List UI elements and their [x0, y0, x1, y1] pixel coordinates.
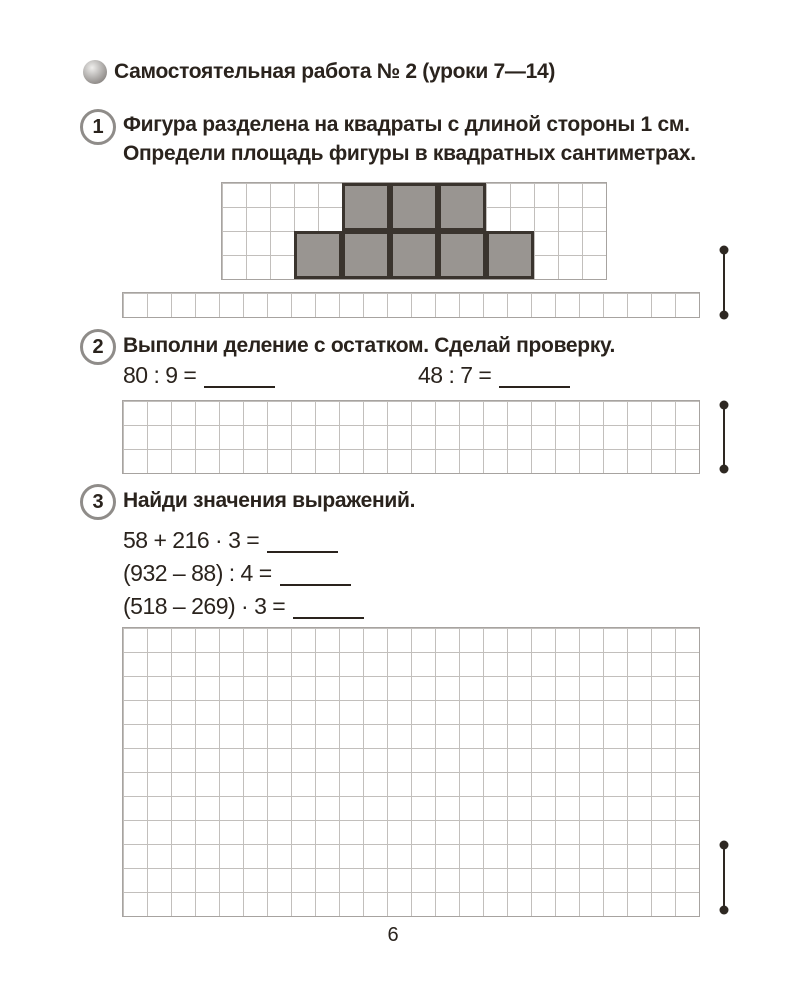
figure-shaded-square: [342, 183, 390, 231]
exercise-division-1-label: 80 : 9 =: [123, 362, 197, 388]
task-2-work-grid: [122, 400, 700, 474]
task-3-work-grid: [122, 627, 700, 917]
task-3-number: 3: [92, 490, 104, 513]
answer-blank: [267, 529, 338, 553]
section-bullet-icon: [83, 60, 107, 84]
figure-shaded-square: [438, 183, 486, 231]
exercise-expression-3: [123, 593, 364, 619]
exercise-expression-1: [123, 527, 338, 553]
task-2-number: 2: [92, 335, 104, 358]
task-1-answer-strip: [122, 292, 700, 318]
worksheet-title: Самостоятельная работа № 2 (уроки 7—14): [114, 60, 556, 83]
answer-blank: [280, 562, 351, 586]
exercise-expression-1-label: 58 + 216 · 3 =: [123, 527, 260, 553]
task-2-number-badge: [80, 329, 116, 365]
task-1-text-line-2: Определи площадь фигуры в квадратных сантиметрах.: [123, 142, 696, 165]
exercise-division-1: [123, 362, 275, 388]
figure-shaded-square: [294, 231, 342, 279]
margin-marker-3: [719, 840, 729, 915]
answer-blank: [293, 595, 364, 619]
figure-shaded-square: [390, 231, 438, 279]
margin-marker-1: [719, 245, 729, 320]
answer-blank: [204, 364, 275, 388]
exercise-division-2: [418, 362, 570, 388]
page-number: 6: [387, 924, 399, 946]
exercise-division-2-label: 48 : 7 =: [418, 362, 492, 388]
figure-shaded-square: [342, 231, 390, 279]
figure-shaded-square: [486, 231, 534, 279]
margin-marker-2: [719, 400, 729, 474]
task-1-text: [123, 110, 696, 168]
answer-blank: [499, 364, 570, 388]
task-3-text: Найди значения выражений.: [123, 489, 416, 512]
exercise-expression-3-label: (518 – 269) · 3 =: [123, 593, 286, 619]
figure-grid: [221, 182, 607, 280]
exercise-expression-2: [123, 560, 351, 586]
task-1-text-line-1: Фигура разделена на квадраты с длиной стороны 1 см.: [123, 113, 690, 136]
task-1-number-badge: [80, 109, 116, 145]
exercise-expression-2-label: (932 – 88) : 4 =: [123, 560, 272, 586]
task-1-number: 1: [92, 115, 104, 138]
figure-shaded-square: [438, 231, 486, 279]
figure-shaded-square: [390, 183, 438, 231]
task-2-text: Выполни деление с остатком. Сделай проверку.: [123, 334, 616, 357]
task-3-number-badge: [80, 484, 116, 520]
